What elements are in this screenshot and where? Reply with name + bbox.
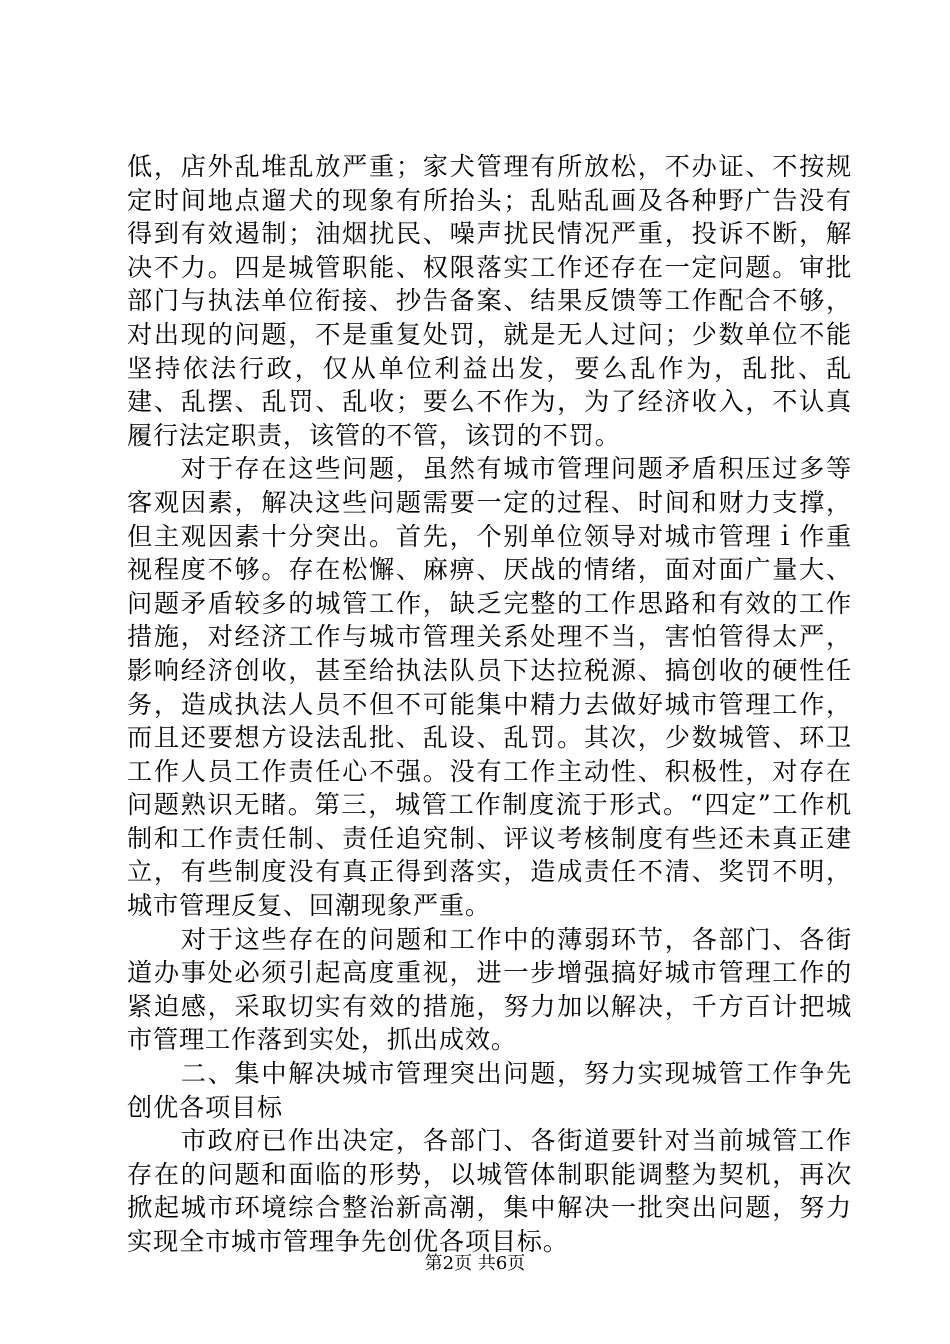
paragraph-2: 对于存在这些问题，虽然有城市管理问题矛盾积压过多等客观因素，解决这些问题需要一定的过程、时间和财力支撑，但主观因素十分突出。首先，个别单位领导对城市管理ｉ作重视程度不够。存在松懈、麻痹、厌战的情绪，面对面广量大、问题矛盾较多的城管工作，缺乏完整的工作思路和有效的工作措施，对经济工作与城市管理关系处理不当，害怕管得太严，影响经济创收，甚至给执法队员下达拉税源、搞创收的硬性任务，造成执法人员不但不可能集中精力去做好城市管理工作，而且还要想方设法乱批、乱设、乱罚。其次，少数城管、环卫工作人员工作责任心不强。没有工作主动性、积极性，对存在问题熟识无睹。第三，城管工作制度流于形式。“四定”工作机制和工作责任制、责任追究制、评议考核制度有些还未真正建立，有些制度没有真正得到落实，造成责任不清、奖罚不明，城市管理反复、回潮现象严重。 [127,454,852,921]
document-body [127,150,852,1259]
paragraph-4: 市政府已作出决定，各部门、各街道要针对当前城管工作存在的问题和面临的形势，以城管体制职能调整为契机，再次掀起城市环境综合整治新高潮，集中解决一批突出问题，努力实现全市城市管理争先创优各项目标。 [127,1126,852,1256]
paragraph-1: 低，店外乱堆乱放严重；家犬管理有所放松，不办证、不按规定时间地点遛犬的现象有所抬头；乱贴乱画及各种野广告没有得到有效遏制；油烟扰民、噪声扰民情况严重，投诉不断，解决不力。四是城管职能、权限落实工作还存在一定问题。审批部门与执法单位衔接、抄告备案、结果反馈等工作配合不够，对出现的问题，不是重复处罚，就是无人过问；少数单位不能坚持依法行政，仅从单位利益出发，要么乱作为，乱批、乱建、乱摆、乱罚、乱收；要么不作为，为了经济收入，不认真履行法定职责，该管的不管，该罚的不罚。 [127,152,852,450]
section-heading: 二、集中解决城市管理突出问题，努力实现城管工作争先创优各项目标 [127,1059,852,1122]
paragraph-3: 对于这些存在的问题和工作中的薄弱环节，各部门、各街道办事处必须引起高度重视，进一步增强搞好城市管理工作的紧迫感，采取切实有效的措施，努力加以解决，千方百计把城市管理工作落到实处，抓出成效。 [127,924,852,1055]
page-number: 第2页 共6页 [424,1253,526,1274]
